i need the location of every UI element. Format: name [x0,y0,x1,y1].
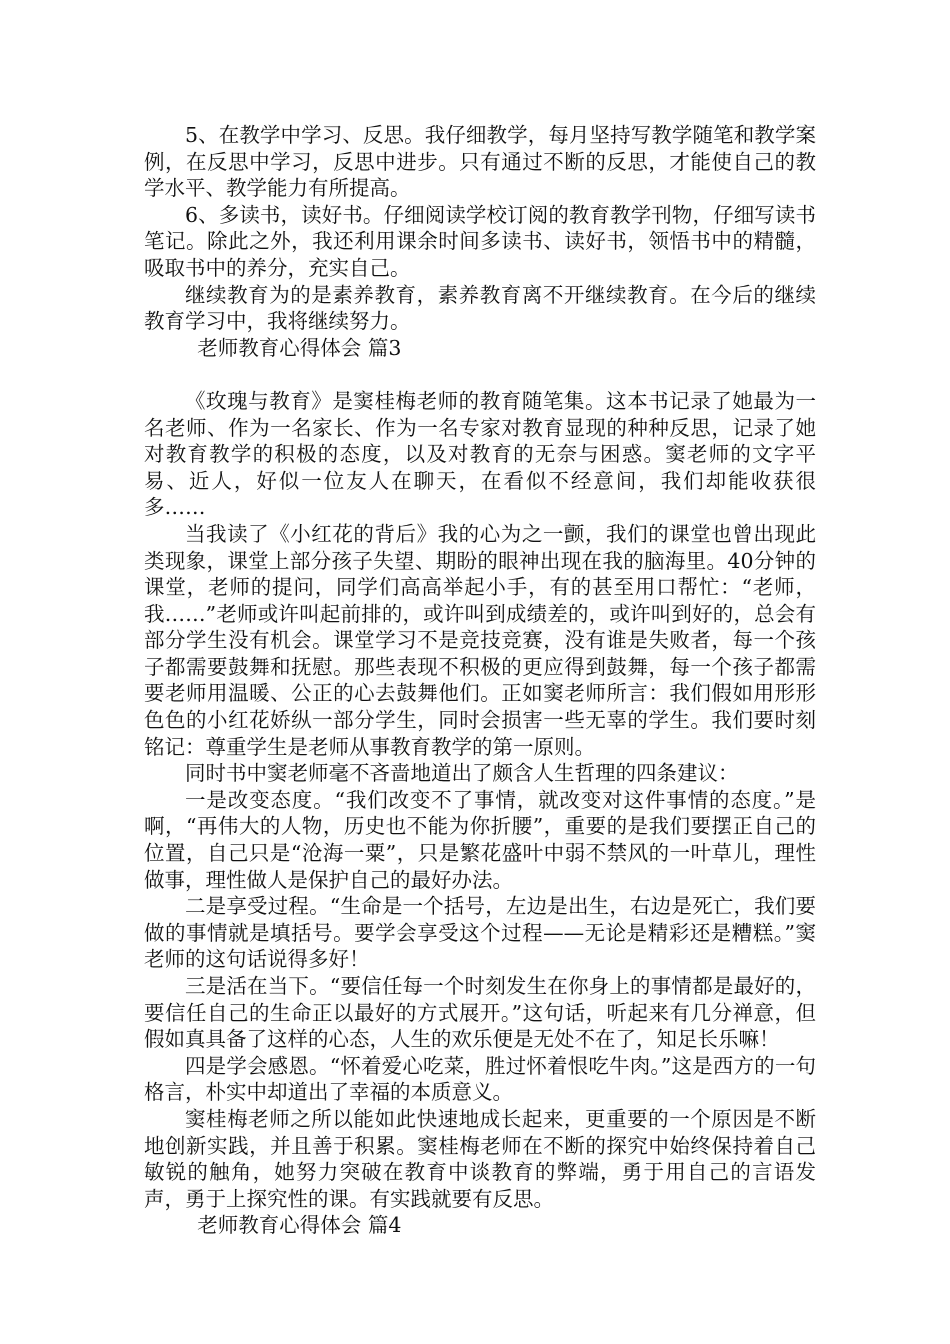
document-page [144,122,816,1239]
paragraph-dou-guimei-growth: 窦桂梅老师之所以能如此快速地成长起来，更重要的一个原因是不断地创新实践，并且善于积累。窦桂梅老师在不断的探究中始终保持着自己敏锐的触角，她努力突破在教育中谈教育的弊端，勇于用自己的言语发声，勇于上探究性的课。有实践就要有反思。 [144,1106,816,1211]
blank-line [144,361,816,388]
paragraph-item-6-reading: 6、多读书，读好书。仔细阅读学校订阅的教育教学刊物，仔细写读书笔记。除此之外，我还利用课余时间多读书、读好书，领悟书中的精髓，吸取书中的养分，充实自己。 [144,202,816,280]
section-heading-part-4: 老师教育心得体会 篇4 [197,1213,402,1238]
paragraph-suggestion-3: 三是活在当下。“要信任每一个时刻发生在你身上的事情都是最好的，要信任自己的生命正以最好的方式展开。”这句话，听起来有几分禅意，但假如真具备了这样的心态，人生的欢乐便是无处不在了，知足长乐嘛！ [144,974,816,1052]
paragraph-rose-and-education: 《玫瑰与教育》是窦桂梅老师的教育随笔集。这本书记录了她最为一名老师、作为一名家长、作为一名专家对教育显现的种种反思，记录了她对教育教学的积极的态度，以及对教育的无奈与困惑。窦老师的文字平易、近人，好似一位友人在聊天，在看似不经意间，我们却能收获很多…… [144,388,816,520]
paragraph-four-suggestions: 同时书中窦老师毫不吝啬地道出了颇含人生哲理的四条建议： [185,761,739,786]
section-heading-part-3: 老师教育心得体会 篇3 [197,335,402,360]
paragraph-suggestion-1: 一是改变态度。“我们改变不了事情，就改变对这件事情的态度。”是啊，“再伟大的人物，历史也不能为你折腰”，重要的是我们要摆正自己的位置，自己只是“沧海一粟”，只是繁花盛叶中弱不禁风的一叶草儿，理性做事，理性做人是保护自己的最好办法。 [144,787,816,892]
paragraph-suggestion-4: 四是学会感恩。“怀着爱心吃菜，胜过怀着恨吃牛肉。”这是西方的一句格言，朴实中却道出了幸福的本质意义。 [144,1053,816,1105]
paragraph-continuing-education: 继续教育为的是素养教育，素养教育离不开继续教育。在今后的继续教育学习中，我将继续努力。 [144,282,816,334]
paragraph-little-red-flower: 当我读了《小红花的背后》我的心为之一颤，我们的课堂也曾出现此类现象，课堂上部分孩子失望、期盼的眼神出现在我的脑海里。40分钟的课堂，老师的提问，同学们高高举起小手，有的甚至用口帮忙：“老师，我……”老师或许叫起前排的，或许叫到成绩差的，或许叫到好的，总会有部分学生没有机会。课堂学习不是竞技竞赛，没有谁是失败者，每一个孩子都需要鼓舞和抚慰。那些表现不积极的更应得到鼓舞，每一个孩子都需要老师用温暖、公正的心去鼓舞他们。正如窦老师所言：我们假如用形形色色的小红花娇纵一部分学生，同时会损害一些无辜的学生。我们要时刻铭记：尊重学生是老师从事教育教学的第一原则。 [144,521,816,759]
paragraph-item-5-reflection: 5、在教学中学习、反思。我仔细教学，每月坚持写教学随笔和教学案例，在反思中学习，反思中进步。只有通过不断的反思，才能使自己的教学水平、教学能力有所提高。 [144,123,816,201]
paragraph-suggestion-2: 二是享受过程。“生命是一个括号，左边是出生，右边是死亡，我们要做的事情就是填括号。要学会享受这个过程——无论是精彩还是糟糕。”窦老师的这句话说得多好！ [144,894,816,972]
